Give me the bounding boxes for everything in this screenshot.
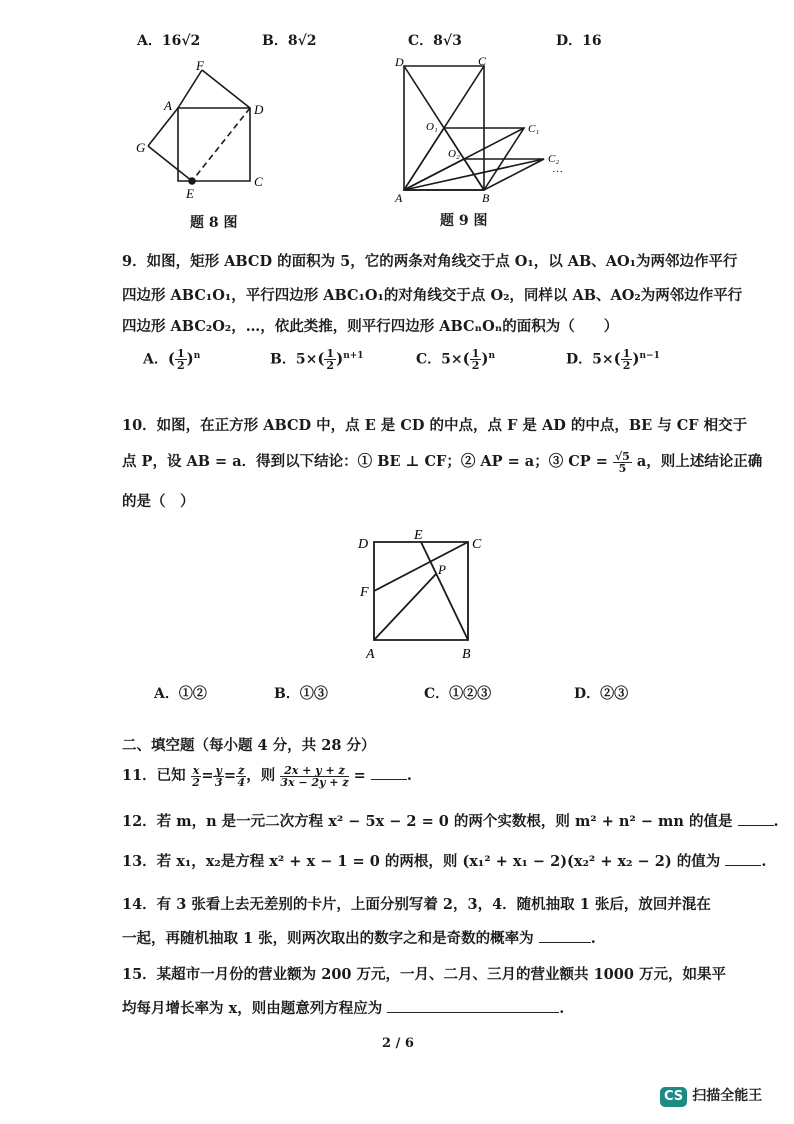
frac-den: 5 [618, 461, 627, 475]
q8-option-b: B．8√2 [262, 33, 317, 49]
q11-frac-y [213, 765, 223, 788]
q10-line-1: 10．如图，在正方形 ABCD 中，点 E 是 CD 的中点，点 F 是 AD 的中点，BE 与 CF 相交于 [122, 417, 748, 434]
fig10-line-be [421, 542, 468, 640]
fig9-caption: 题 9 图 [440, 213, 488, 229]
q13-answer-blank[interactable] [725, 851, 761, 866]
fig8-point-e [189, 178, 195, 184]
q9-option-d: D．5×( $\frac{1}{2}$ )$^{n-1}$ [566, 347, 660, 372]
q9-option-a-prefix: A． [143, 351, 168, 368]
q12-end: . [773, 813, 779, 830]
frac-num: x [192, 763, 200, 777]
q9-option-c: C．5×( $\frac{1}{2}$ )$^n$ [416, 347, 496, 372]
q12-text: 12．若 m，n 是一元二次方程 x² − 5x − 2 = 0 的两个实数根，则 m² + n² − mn 的值是 [122, 813, 733, 830]
q15-end: . [559, 1000, 565, 1017]
frac-num: √5 [614, 449, 630, 463]
q9-line-3: 四边形 ABC₂O₂，…，依此类推，则平行四边形 ABCₙOₙ的面积为（ ） [122, 318, 619, 335]
q15-line-1: 15．某超市一月份的营业额为 200 万元，一月、二月、三月的营业额共 1000 万元，如果平 [122, 966, 726, 983]
q11 [122, 764, 412, 788]
q9-option-c-exp: n [488, 350, 496, 361]
q10-line-2 [122, 450, 762, 474]
fig8-line-ge [148, 146, 192, 181]
fig8-label-f: F [196, 58, 204, 73]
q9-option-d-exp: n−1 [639, 350, 660, 361]
q11-end: . [406, 767, 412, 784]
watermark-text: 扫描全能王 [692, 1088, 763, 1104]
q9-option-a: A．( $\frac{1}{2}$ )$^n$ [143, 347, 201, 372]
fig8-line-fd [202, 70, 250, 108]
q14-line-2 [122, 927, 596, 948]
figure-8 [130, 58, 270, 198]
q10-cp-frac [613, 451, 632, 474]
q10-option-c: C．①②③ [424, 686, 492, 702]
figure-10 [352, 528, 502, 666]
frac-den: 3x − 2y + z [280, 775, 349, 789]
fig8-label-a: A [164, 98, 172, 113]
fig9-label-c2: C₂ [548, 153, 560, 165]
frac-num: 1 [471, 347, 480, 360]
q8-option-d: D．16 [556, 33, 602, 49]
q11-answer-blank[interactable] [371, 765, 407, 780]
q9-option-a-frac [175, 348, 187, 371]
fig10-line-ap [374, 574, 436, 640]
fig10-label-d: D [358, 537, 369, 552]
fig9-diag-o2b [464, 159, 484, 190]
fig9-label-d: D [395, 55, 404, 69]
q11-prefix: 11．已知 [122, 767, 186, 784]
q13-end: . [761, 853, 767, 870]
frac-num: 1 [176, 347, 185, 360]
frac-den: 3 [214, 775, 223, 789]
q14-answer-blank[interactable] [539, 928, 591, 943]
fig9-label-o2: O₂ [448, 148, 460, 160]
fig10-label-f: F [360, 585, 369, 600]
figure-9 [392, 54, 582, 204]
q8-option-c: C．8√3 [408, 33, 462, 49]
q10-line-2-a: 点 P，设 AB = a．得到以下结论：① BE ⊥ CF；② AP = a；③ CP = [122, 453, 608, 470]
fig8-line-de [192, 108, 250, 181]
fig9-label-a: A [395, 191, 403, 204]
q9-option-b-exp: n+1 [343, 350, 364, 361]
frac-num: y [215, 763, 222, 777]
q12-answer-blank[interactable] [738, 811, 774, 826]
frac-den: 4 [237, 775, 245, 789]
frac-den: 2 [622, 359, 631, 372]
fig9-label-o1: O₁ [426, 121, 438, 133]
fig8-label-g: G [136, 140, 146, 155]
q11-then: ，则 [246, 767, 276, 784]
fig10-label-b: B [462, 647, 471, 662]
q13-text: 13．若 x₁，x₂是方程 x² + x − 1 = 0 的两根，则 (x₁² + x₁ − 2)(x₂² + x₂ − 2) 的值为 [122, 853, 721, 870]
frac-den: 2 [192, 775, 200, 789]
frac-num: 1 [622, 347, 631, 360]
frac-num: 1 [326, 347, 335, 360]
section-2-title: 二、填空题（每小题 4 分，共 28 分） [122, 737, 376, 754]
q10-line-2-b: a，则上述结论正确 [636, 453, 763, 470]
q10-option-b: B．①③ [274, 686, 328, 702]
q11-suffix: = [353, 767, 366, 784]
fig8-square [178, 108, 250, 181]
q9-option-b-prefix: B．5× [270, 351, 318, 368]
q15-line-2-text: 均每月增长率为 x，则由题意列方程应为 [122, 1000, 383, 1017]
q11-frac-z [236, 765, 246, 788]
fig9-label-c1: C₁ [528, 123, 540, 135]
q10-line-3: 的是（ ） [122, 493, 195, 510]
q9-option-b-frac [324, 348, 336, 371]
q10-option-d: D．②③ [574, 686, 629, 702]
frac-den: 2 [176, 359, 185, 372]
fig8-label-c: C [254, 174, 263, 189]
frac-den: 2 [471, 359, 480, 372]
fig9-label-dots: ··· [552, 166, 563, 178]
camscanner-logo-icon: CS [660, 1087, 687, 1107]
fig8-caption: 题 8 图 [190, 215, 238, 231]
q9-option-d-prefix: D．5× [566, 351, 614, 368]
fig10-label-p: P [438, 562, 446, 577]
scanner-watermark [660, 1085, 762, 1107]
q9-line-2: 四边形 ABC₁O₁，平行四边形 ABC₁O₁的对角线交于点 O₂，同样以 AB、AO₂为两邻边作平行 [122, 287, 743, 304]
q9-option-d-frac [621, 348, 633, 371]
q14-line-2-text: 一起，再随机抽取 1 张，则两次取出的数字之和是奇数的概率为 [122, 930, 534, 947]
q9-option-c-frac [470, 348, 482, 371]
fig8-line-ag [148, 108, 178, 146]
q11-frac-x [191, 765, 202, 788]
fig10-label-e: E [414, 528, 423, 543]
fig10-line-cf [374, 542, 468, 591]
q9-option-a-exp: n [193, 350, 201, 361]
fig9-label-c: C [478, 54, 487, 68]
q11-eq-2: = [223, 767, 237, 784]
fig10-label-c: C [472, 537, 482, 552]
q9-option-c-prefix: C．5× [416, 351, 463, 368]
frac-num: 2x + y + z [280, 765, 348, 777]
fig8-label-d: D [254, 102, 264, 117]
q14-line-1: 14．有 3 张看上去无差别的卡片，上面分别写着 2，3，4．随机抽取 1 张后，放回并混在 [122, 896, 711, 913]
q12 [122, 810, 779, 831]
q15-answer-blank[interactable] [387, 998, 559, 1013]
fig8-line-af [178, 70, 202, 108]
q8-option-a: A．16√2 [137, 33, 201, 49]
page-number: 2 / 6 [382, 1036, 414, 1051]
q9-line-1: 9．如图，矩形 ABCD 的面积为 5，它的两条对角线交于点 O₁，以 AB、AO₁为两邻边作平行 [122, 253, 738, 270]
q9-option-b: B．5×( $\frac{1}{2}$ )$^{n+1}$ [270, 347, 364, 372]
fig8-label-e: E [186, 186, 194, 198]
q14-end: . [590, 930, 596, 947]
q11-eq-1: = [201, 767, 214, 784]
q13 [122, 850, 766, 871]
q10-option-a: A．①② [154, 686, 207, 702]
frac-den: 2 [326, 359, 335, 372]
fig10-label-a: A [366, 647, 375, 662]
frac-num: z [238, 763, 245, 777]
q15-line-2 [122, 997, 564, 1018]
fig9-label-b: B [482, 191, 490, 204]
q11-big-frac [280, 765, 348, 788]
